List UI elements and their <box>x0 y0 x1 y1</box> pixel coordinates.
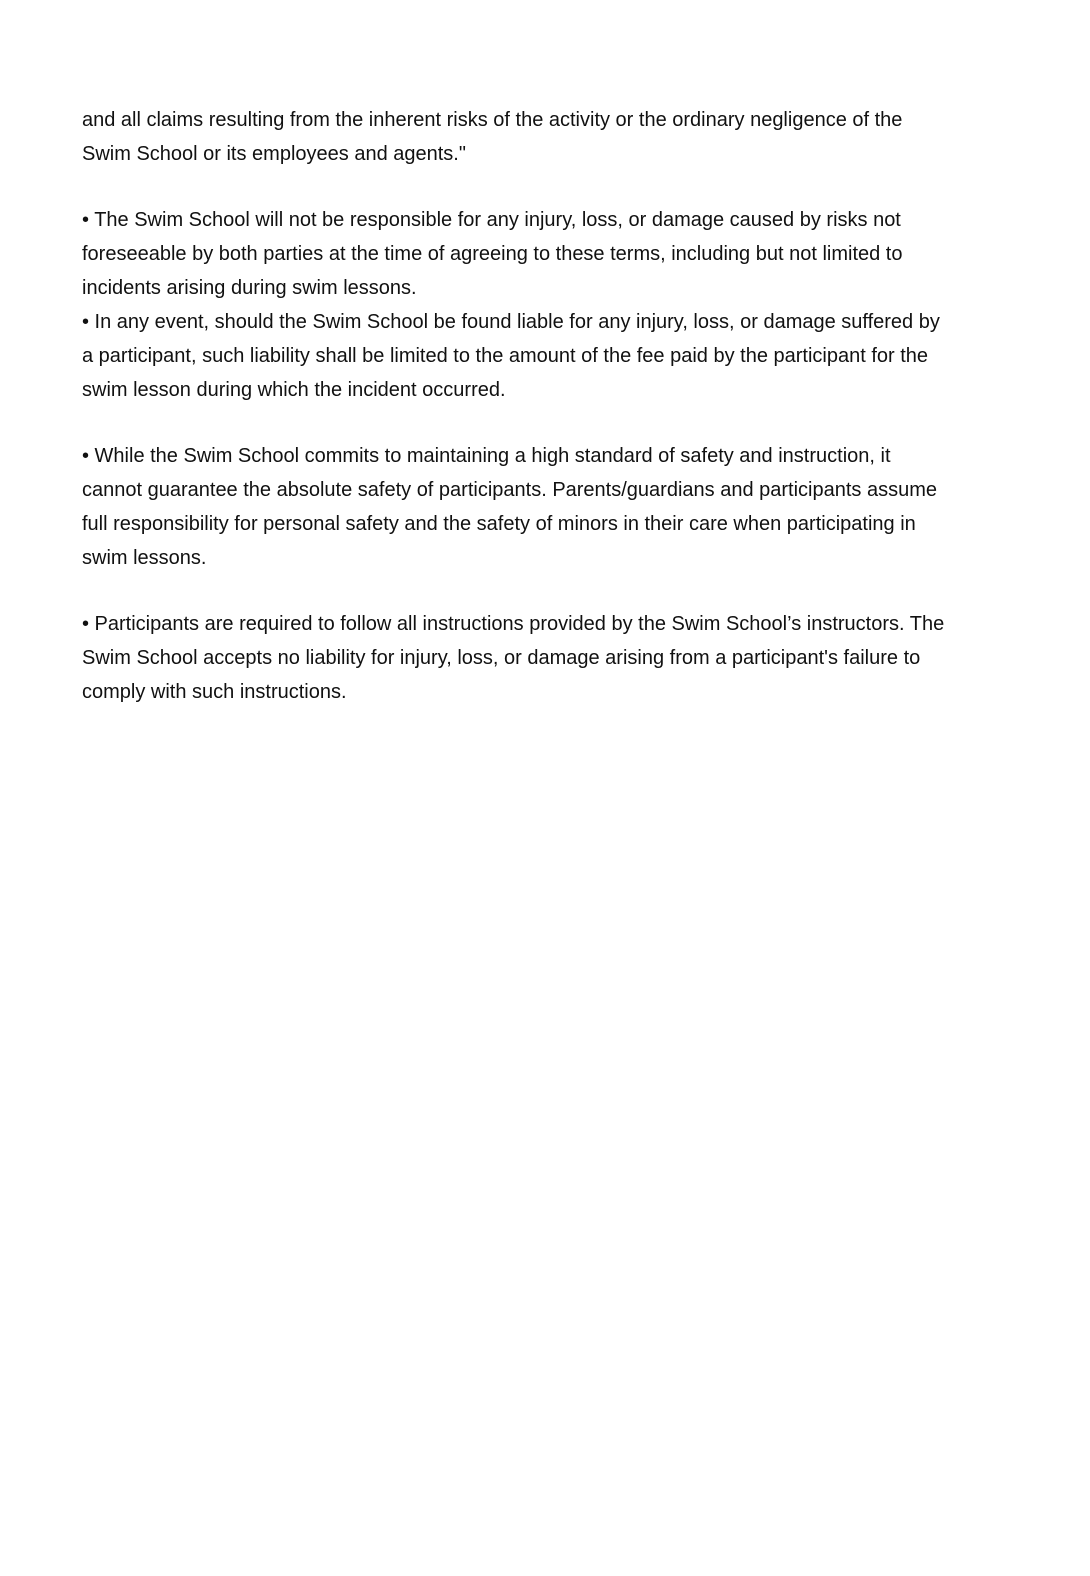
paragraph-gap <box>82 575 1012 607</box>
text-line: incidents arising during swim lessons. <box>82 277 417 299</box>
text-line: full responsibility for personal safety and the safety of minors in their care when participating in <box>82 513 916 535</box>
paragraph-instructions-compliance <box>82 607 1012 709</box>
text-line: foreseeable by both parties at the time of agreeing to these terms, including but not limited to <box>82 243 903 265</box>
document-body <box>82 103 1012 709</box>
paragraph-gap <box>82 171 1012 203</box>
text-line: a participant, such liability shall be limited to the amount of the fee paid by the participant for the <box>82 345 929 367</box>
text-line: • While the Swim School commits to maintaining a high standard of safety and instruction, it <box>82 445 891 467</box>
text-line: cannot guarantee the absolute safety of participants. Parents/guardians and participants assume <box>82 479 937 501</box>
text-line: comply with such instructions. <box>82 681 347 703</box>
text-line: • Participants are required to follow all instructions provided by the Swim School’s instructors. The <box>82 613 945 635</box>
text-line: • In any event, should the Swim School be found liable for any injury, loss, or damage suffered by <box>82 311 940 333</box>
text-line: and all claims resulting from the inherent risks of the activity or the ordinary negligence of the <box>82 109 903 131</box>
text-line: Swim School accepts no liability for injury, loss, or damage arising from a participant's failure to <box>82 647 921 669</box>
paragraph-gap <box>82 407 1012 439</box>
text-line: swim lessons. <box>82 547 207 569</box>
text-line: swim lesson during which the incident occurred. <box>82 379 506 401</box>
text-line: • The Swim School will not be responsible for any injury, loss, or damage caused by risks not <box>82 209 901 231</box>
paragraph-safety-responsibility <box>82 439 1012 575</box>
paragraph-claims-continuation <box>82 103 1012 171</box>
text-line: Swim School or its employees and agents." <box>82 143 466 165</box>
paragraph-liability-limits <box>82 203 1012 407</box>
